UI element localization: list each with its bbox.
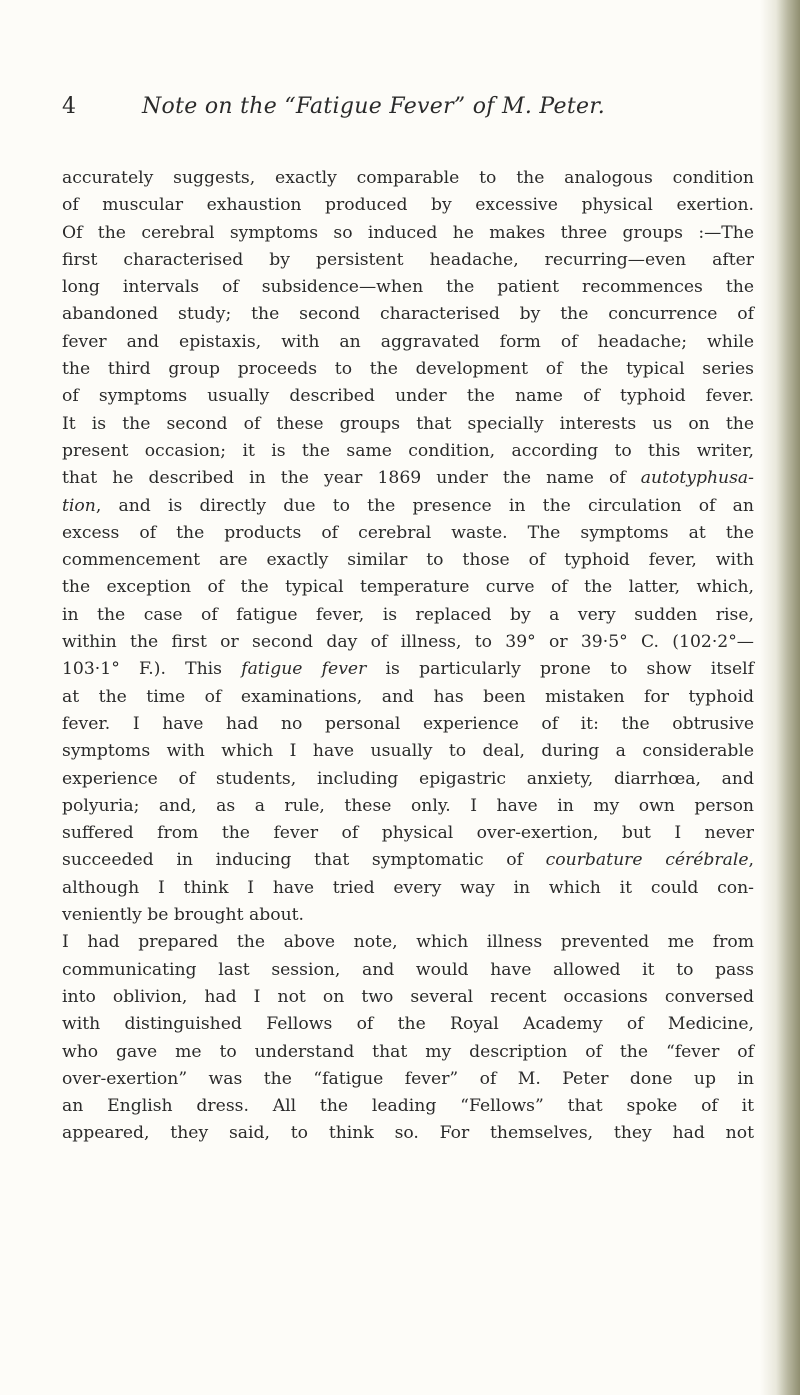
paragraph-2	[62, 929, 754, 1147]
text-line: fever. I have had no personal experience of it: the obtrusive	[62, 713, 754, 734]
text-line: experience of students, including epigastric anxiety, diarrhœa, and	[62, 768, 754, 789]
text-line-with-italic	[62, 656, 754, 683]
text-line: It is the second of these groups that specially interests us on the	[62, 413, 754, 434]
page-header	[62, 94, 762, 134]
text-segment: ,	[748, 850, 754, 871]
text-line: with distinguished Fellows of the Royal Academy of Medicine,	[62, 1014, 754, 1035]
text-line: appeared, they said, to think so. For themselves, they had not	[62, 1123, 754, 1144]
text-line: into oblivion, had I not on two several recent occasions conversed	[62, 986, 754, 1007]
text-line-with-italic	[62, 465, 754, 492]
text-line: excess of the products of cerebral waste. The symptoms at the	[62, 522, 754, 543]
text-line: the third group proceeds to the development of the typical series	[62, 359, 754, 380]
text-line: who gave me to understand that my description of the “fever of	[62, 1041, 754, 1062]
text-line: commencement are exactly similar to those of typhoid fever, with	[62, 550, 754, 571]
italic-term-tion: tion	[62, 495, 96, 516]
text-line: communicating last session, and would have allowed it to pass	[62, 959, 754, 980]
text-line: within the first or second day of illness, to 39° or 39·5° C. (102·2°—	[62, 632, 754, 653]
running-title: Note on the “Fatigue Fever” of M. Peter.	[142, 94, 606, 119]
page-number: 4	[62, 94, 76, 119]
text-line: accurately suggests, exactly comparable to the analogous condition	[62, 168, 754, 188]
text-line: Of the cerebral symptoms so induced he makes three groups :—The	[62, 222, 754, 243]
text-segment: 103·1° F.). This	[62, 659, 242, 680]
text-segment: that he described in the year 1869 under the name of	[62, 468, 641, 489]
text-line: long intervals of subsidence—when the patient recommences the	[62, 277, 754, 298]
text-line: first characterised by persistent headache, recurring—even after	[62, 249, 754, 270]
italic-term-courbature: courbature cérébrale	[545, 850, 749, 871]
text-line: although I think I have tried every way in which it could con-	[62, 877, 754, 898]
text-line: the exception of the typical temperature curve of the latter, which,	[62, 577, 754, 598]
text-line: abandoned study; the second characterised by the concurrence of	[62, 304, 754, 325]
text-line: at the time of examinations, and has been mistaken for typhoid	[62, 686, 754, 707]
text-line: in the case of fatigue fever, is replaced by a very sudden rise,	[62, 604, 754, 625]
italic-term-autotyphusation: autotyphusa-	[640, 468, 754, 489]
text-line: I had prepared the above note, which illness prevented me from	[62, 932, 754, 953]
text-line: veniently be brought about.	[62, 905, 305, 926]
text-line: over-exertion” was the “fatigue fever” of M. Peter done up in	[62, 1068, 754, 1089]
text-line: an English dress. All the leading “Fellows” that spoke of it	[62, 1096, 754, 1117]
text-line: of symptoms usually described under the name of typhoid fever.	[62, 386, 754, 407]
text-line: polyuria; and, as a rule, these only. I have in my own person	[62, 795, 754, 816]
body-text	[62, 165, 754, 1148]
text-line: symptoms with which I have usually to deal, during a considerable	[62, 741, 754, 762]
text-line-with-italic	[62, 847, 754, 874]
text-line	[62, 493, 754, 520]
paragraph-1	[62, 165, 754, 929]
page-edge-shadow	[760, 0, 800, 1395]
text-line: fever and epistaxis, with an aggravated form of headache; while	[62, 331, 754, 352]
text-segment: is particularly prone to show itself	[366, 659, 754, 680]
text-line: of muscular exhaustion produced by excessive physical exertion.	[62, 195, 754, 216]
text-segment: , and is directly due to the presence in the circulation of an	[95, 495, 754, 516]
text-line: present occasion; it is the same condition, according to this writer,	[62, 440, 754, 461]
text-line: suffered from the fever of physical over-exertion, but I never	[62, 823, 754, 844]
italic-term-fatigue-fever: fatigue fever	[241, 659, 367, 680]
text-segment: succeeded in inducing that symptomatic of	[62, 850, 546, 871]
